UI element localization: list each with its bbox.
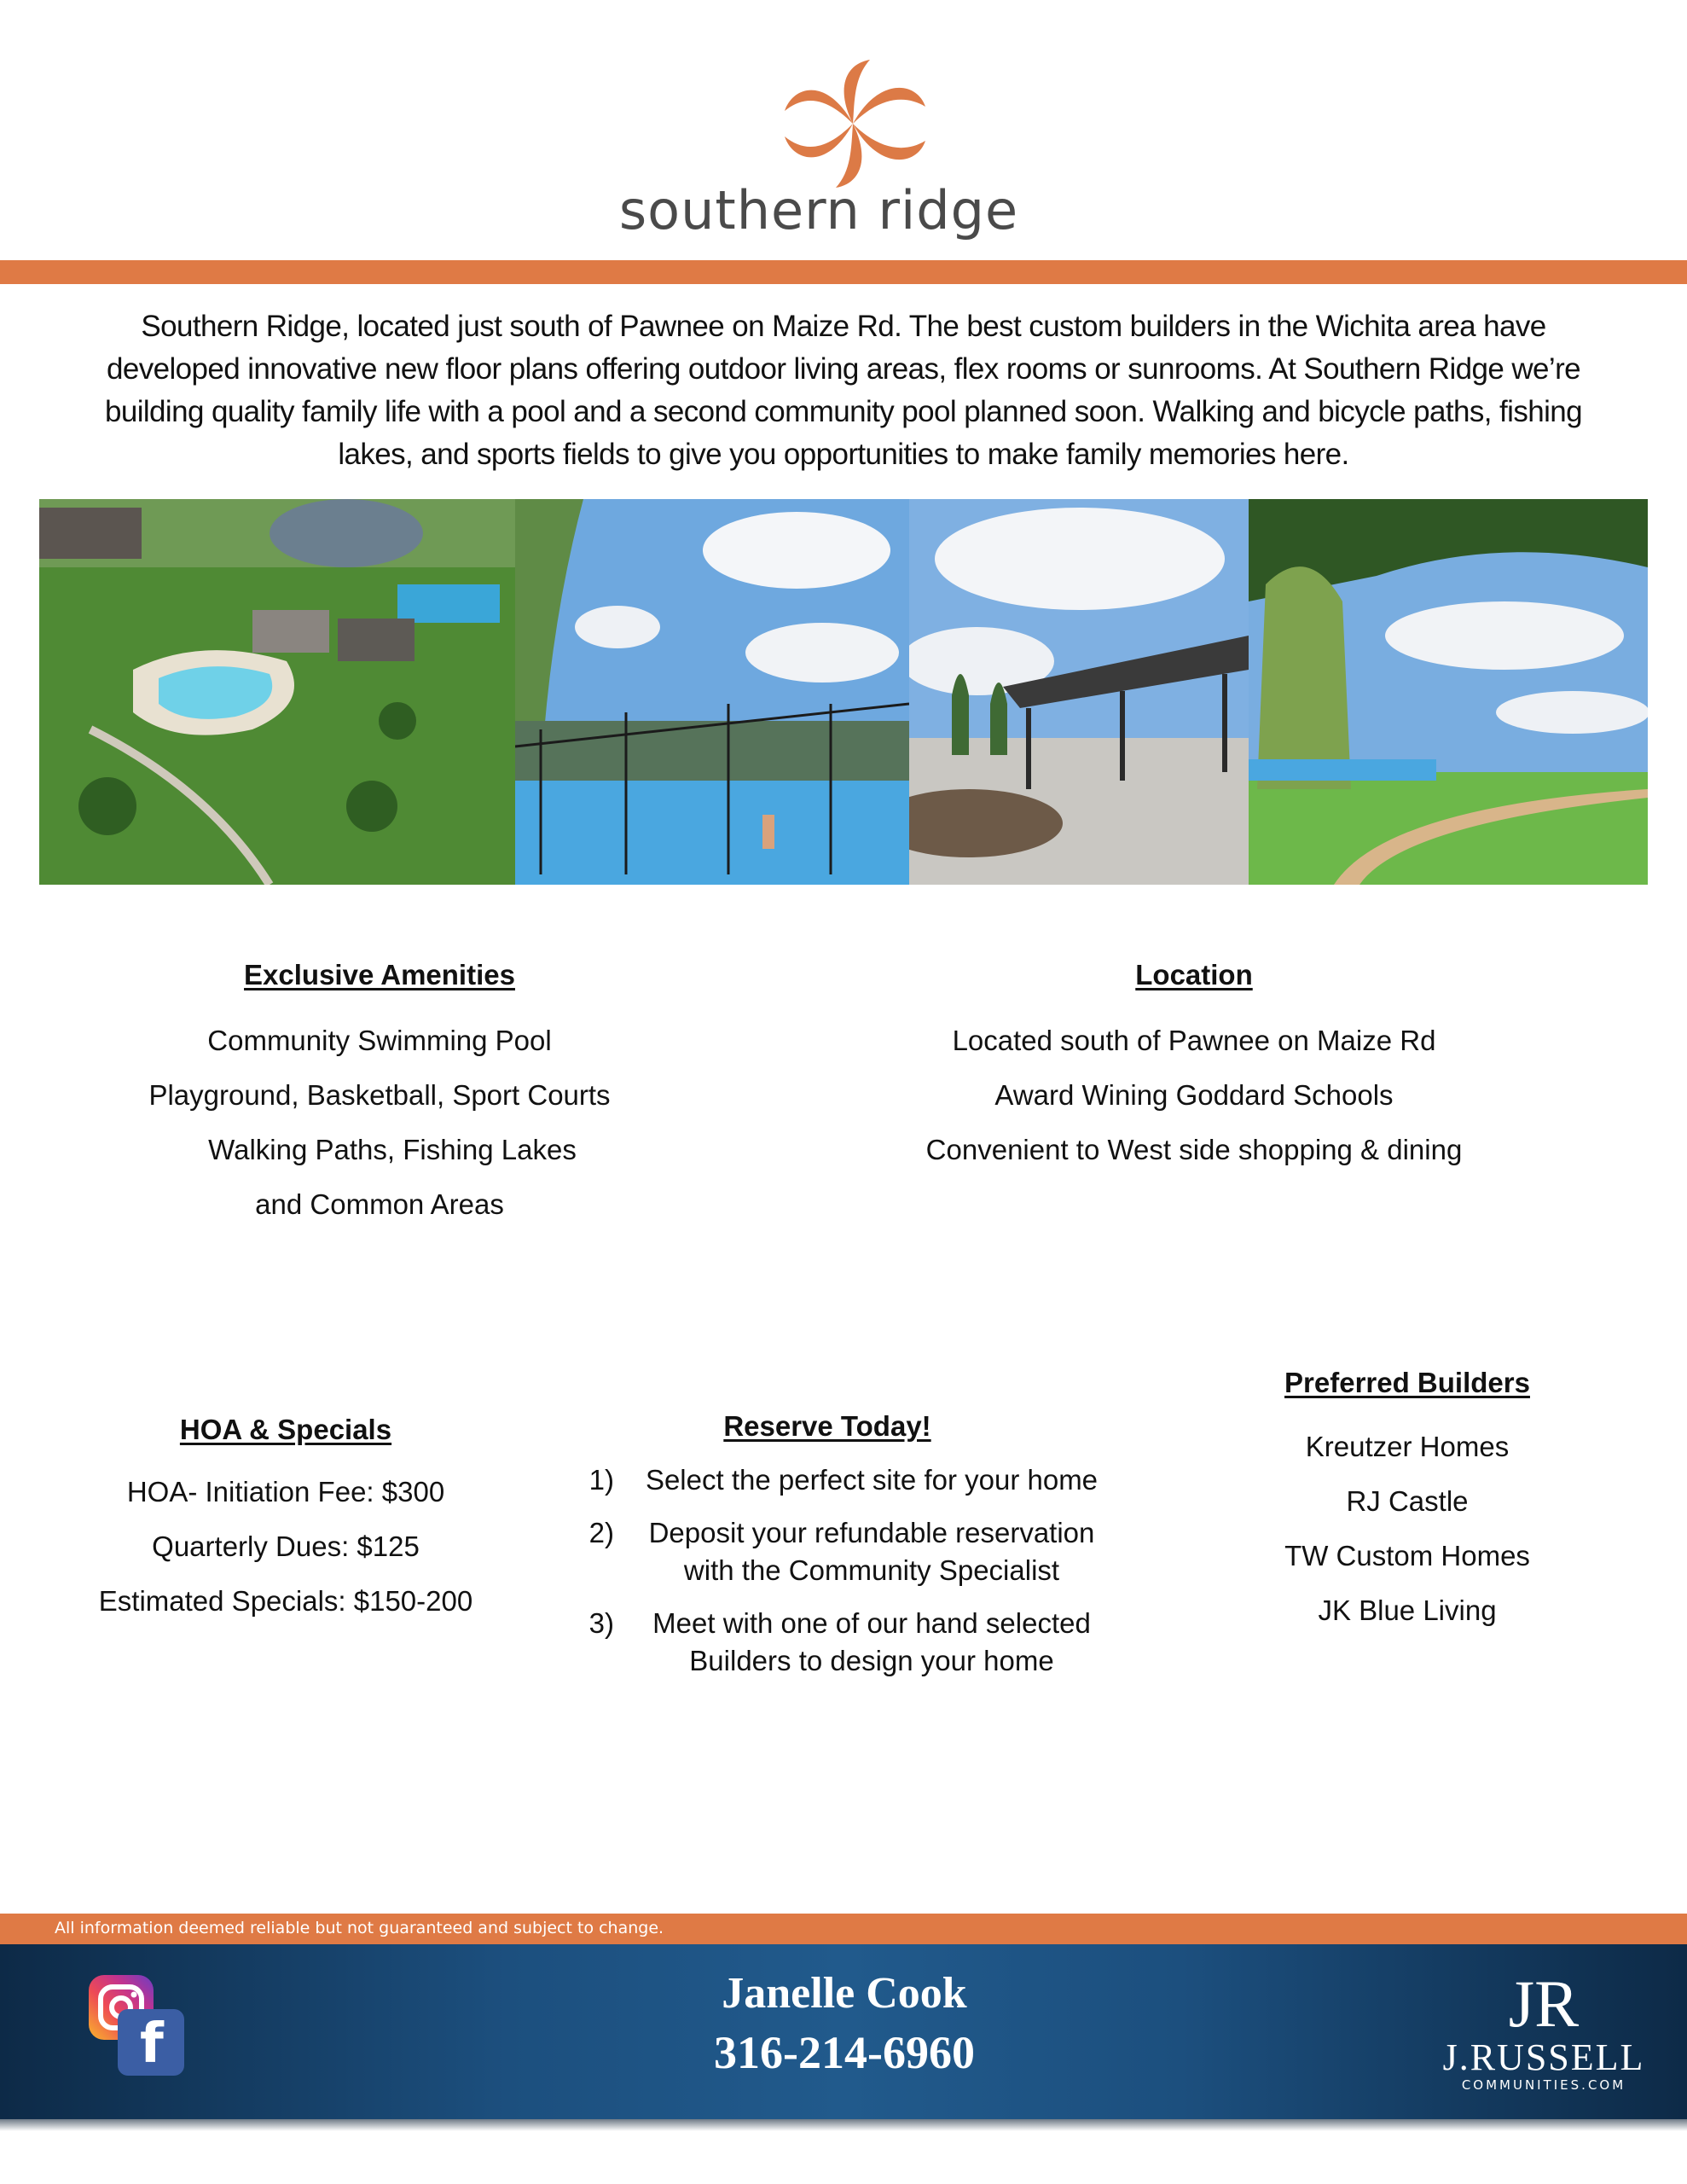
top-accent-bar (0, 260, 1687, 284)
step-number: 3) (588, 1607, 614, 1639)
reserve-step (546, 1461, 1109, 1499)
location-item: Located south of Pawnee on Maize Rd (952, 1025, 1436, 1056)
hoa-section (51, 1414, 520, 1629)
location-title: Location (1135, 959, 1253, 990)
aerial-pool-photo (39, 499, 515, 885)
walking-path-photo (1249, 499, 1648, 885)
builder-item: RJ Castle (1346, 1485, 1469, 1517)
amenities-title: Exclusive Amenities (244, 959, 515, 990)
location-item: Award Wining Goddard Schools (994, 1079, 1394, 1111)
reserve-step (546, 1605, 1109, 1680)
builder-item: TW Custom Homes (1284, 1540, 1530, 1571)
brand-mark: JR (1508, 1966, 1580, 2041)
brand-name: J.RUSSELL (1442, 2036, 1645, 2078)
reserve-section (546, 1410, 1109, 1695)
step-text: Select the perfect site for your home (645, 1464, 1099, 1496)
contact-name: Janelle Cook (722, 1969, 967, 2018)
builders-section (1228, 1367, 1586, 1638)
builders-title: Preferred Builders (1284, 1367, 1530, 1398)
amenity-item: Community Swimming Pool (207, 1025, 552, 1056)
sport-court-photo (515, 499, 909, 885)
footer-shadow (0, 2119, 1687, 2131)
builder-item: JK Blue Living (1318, 1594, 1497, 1626)
southern-ridge-logo (597, 51, 1041, 247)
j-russell-logo (1441, 1966, 1646, 2093)
amenity-item: Walking Paths, Fishing Lakes (208, 1134, 577, 1165)
builder-item: Kreutzer Homes (1305, 1431, 1510, 1462)
disclaimer-text: All information deemed reliable but not guaranteed and subject to change. (55, 1919, 664, 1937)
facebook-glyph: f (140, 2013, 164, 2076)
location-item: Convenient to West side shopping & dining (925, 1134, 1463, 1165)
step-text: Deposit your refundable reservation with the Community Specialist (648, 1517, 1095, 1586)
step-number: 2) (588, 1517, 614, 1548)
logo-text: southern ridge (618, 179, 1019, 241)
location-section (887, 959, 1501, 1177)
intro-paragraph: Southern Ridge, located just south of Pawnee on Maize Rd. The best custom builders in the Wichita area have developed innovative new floor plans offering outdoor living areas, flex rooms or sunrooms. At Southern Ridge we’re building quality family life with a pool and a second community pool planned soon. Walking and bicycle paths, fishing lakes, and sports fields to give you opportunities to make family memories here. (104, 310, 1583, 471)
brand-sub: COMMUNITIES.COM (1461, 2077, 1626, 2093)
contact-phone[interactable]: 316-214-6960 (714, 2027, 975, 2078)
footer (0, 1944, 1687, 2119)
disclaimer-bar (0, 1914, 1687, 1944)
step-number: 1) (588, 1464, 614, 1496)
hoa-item: Estimated Specials: $150-200 (98, 1585, 473, 1617)
swirl-logo-icon (776, 60, 930, 188)
facebook-icon[interactable] (118, 2009, 184, 2076)
pavilion-photo (909, 499, 1249, 885)
hoa-title: HOA & Specials (179, 1414, 392, 1445)
step-text: Meet with one of our hand selected Builders to design your home (652, 1607, 1091, 1676)
hoa-item: Quarterly Dues: $125 (152, 1531, 420, 1562)
amenities-section (102, 959, 657, 1232)
amenity-item: Playground, Basketball, Sport Courts (148, 1079, 611, 1111)
reserve-title: Reserve Today! (723, 1410, 931, 1442)
amenity-item: and Common Areas (255, 1188, 504, 1220)
reserve-step (546, 1514, 1109, 1589)
hoa-item: HOA- Initiation Fee: $300 (126, 1476, 445, 1507)
